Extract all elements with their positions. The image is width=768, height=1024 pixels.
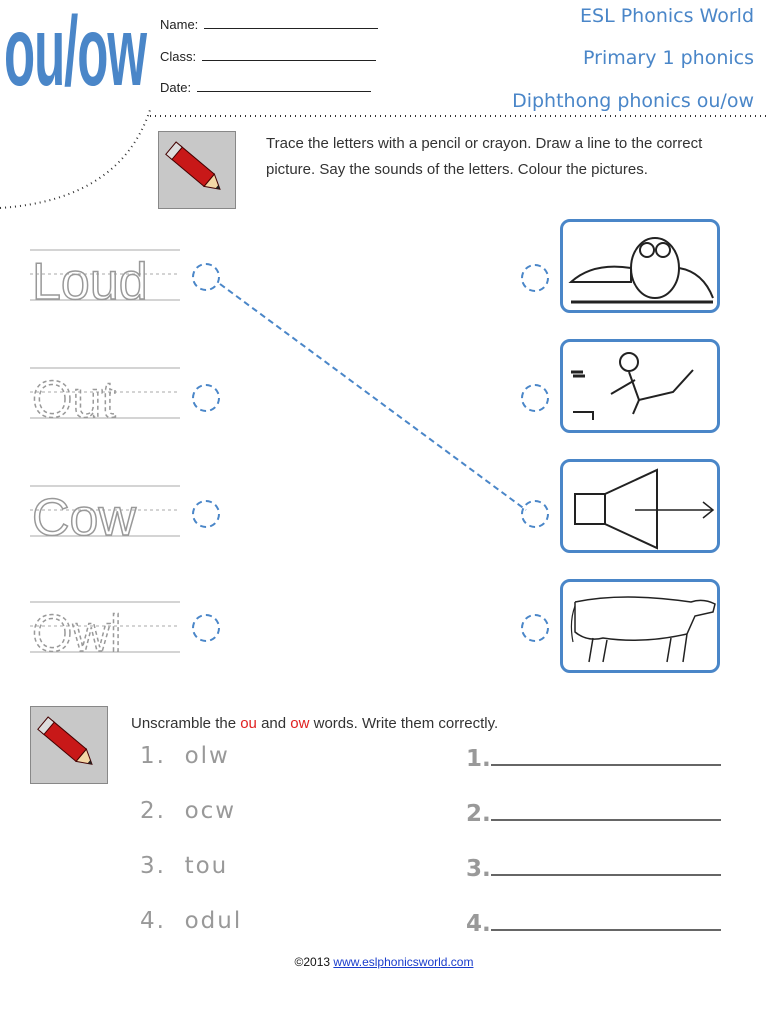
class-field[interactable]: Class:: [160, 48, 376, 64]
instructions-trace: Trace the letters with a pencil or crayon. Draw a line to the correct picture. Say the sounds of the letters. Colour the pictures.: [266, 135, 703, 178]
right-dot-4[interactable]: [521, 614, 549, 642]
trace-word-cow[interactable]: [30, 478, 180, 548]
left-dot-2[interactable]: [192, 384, 220, 412]
answer-line-4[interactable]: 4.: [466, 911, 721, 937]
brand-topic: Diphthong phonics ou/ow: [512, 90, 754, 112]
name-field[interactable]: Name:: [160, 16, 378, 32]
copyright-text: ©2013: [294, 955, 334, 969]
brand-level: Primary 1 phonics: [583, 47, 754, 69]
dotted-curve-divider: [0, 90, 170, 210]
answer-line-1[interactable]: 1.: [466, 746, 721, 772]
date-field[interactable]: Date:: [160, 79, 371, 95]
trace-word-out[interactable]: [30, 360, 180, 430]
right-dot-2[interactable]: [521, 384, 549, 412]
man-falling-picture[interactable]: [560, 339, 720, 433]
footer: [0, 955, 768, 969]
scrambled-word-4: 4. odul: [140, 908, 243, 934]
owl-picture[interactable]: [560, 219, 720, 313]
scrambled-word-2: 2. ocw: [140, 798, 237, 824]
answer-line-2[interactable]: 2.: [466, 801, 721, 827]
left-dot-1[interactable]: [192, 263, 220, 291]
left-dot-4[interactable]: [192, 614, 220, 642]
ow-highlight: ow: [290, 715, 310, 732]
trace-word-loud[interactable]: [30, 242, 180, 312]
left-dot-3[interactable]: [192, 500, 220, 528]
scrambled-word-3: 3. tou: [140, 853, 229, 879]
footer-link[interactable]: www.eslphonicsworld.com: [333, 955, 474, 969]
trace-text: Cow: [32, 489, 137, 547]
logo-title: ou/ow: [4, 0, 146, 106]
pencil-icon: [158, 131, 236, 209]
instructions-unscramble: Unscramble the ou and ow words. Write them correctly.: [131, 715, 499, 732]
answer-line-3[interactable]: 3.: [466, 856, 721, 882]
right-dot-3[interactable]: [521, 500, 549, 528]
trace-text: Owl: [32, 605, 122, 663]
cow-picture[interactable]: [560, 579, 720, 673]
dotted-line-divider: [150, 112, 768, 122]
brand-site: ESL Phonics World: [580, 5, 754, 27]
trace-word-owl[interactable]: [30, 594, 180, 664]
right-dot-1[interactable]: [521, 264, 549, 292]
trace-text: Out: [32, 371, 116, 429]
ou-highlight: ou: [240, 715, 257, 732]
scrambled-word-1: 1. olw: [140, 743, 230, 769]
pencil-icon-2: [30, 706, 108, 784]
loudspeaker-picture[interactable]: [560, 459, 720, 553]
trace-text: Loud: [32, 253, 148, 311]
